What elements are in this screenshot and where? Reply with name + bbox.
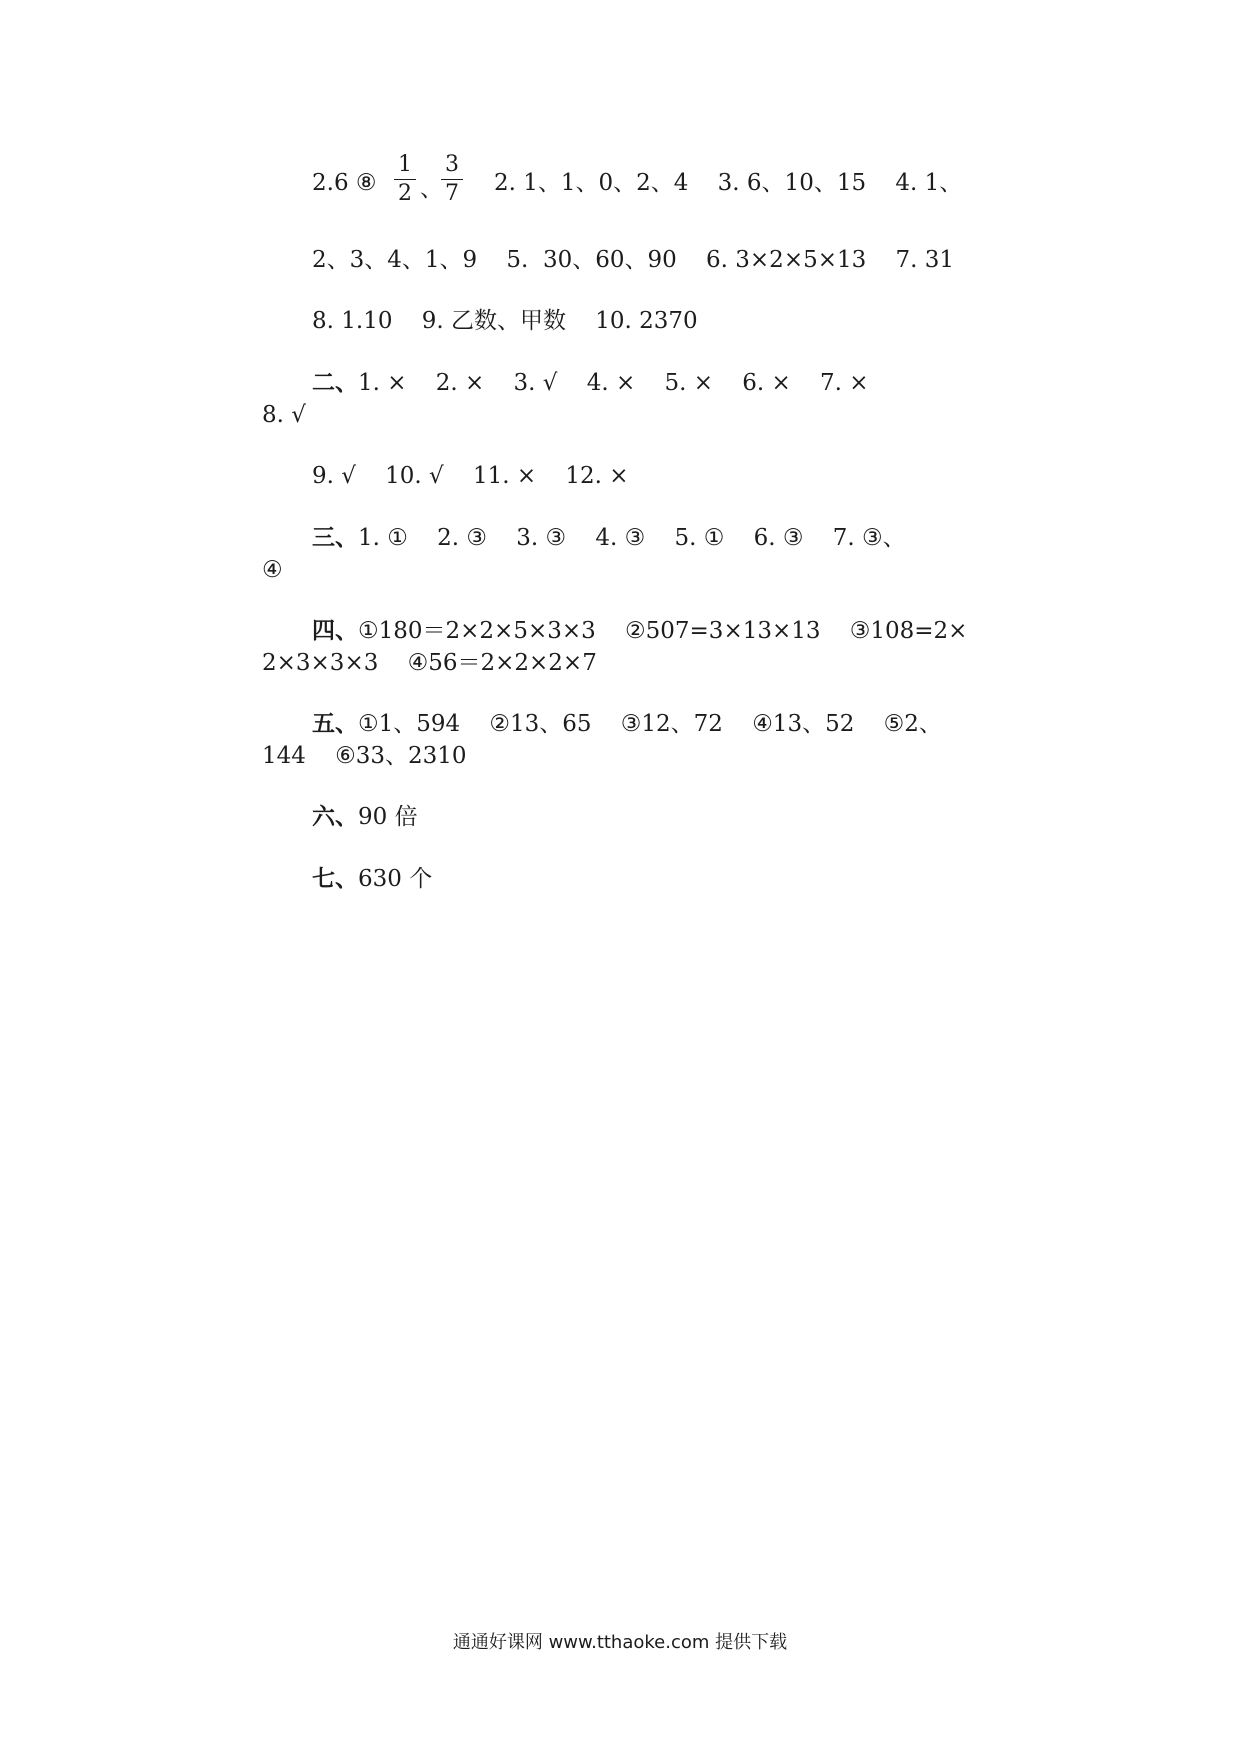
section2-line2: 8. √ [262, 402, 306, 428]
fraction-numerator: 3 [445, 152, 459, 177]
section1-line3: 8. 1.10 9. 乙数、甲数 10. 2370 [312, 308, 698, 334]
section1-line2: 2、3、4、1、9 5. 30、60、90 6. 3×2×5×13 7. 31 [312, 247, 955, 273]
section3-label: 三、 [312, 524, 358, 551]
section7-text: 630 个 [358, 866, 433, 892]
fraction-bar [394, 179, 416, 180]
section6-line [312, 802, 418, 832]
section3-line2: ④ [262, 557, 283, 583]
fraction-denominator: 2 [398, 181, 412, 206]
fraction-separator: 、 [420, 176, 443, 202]
section5-label: 五、 [312, 710, 358, 737]
section4-line1 [312, 616, 967, 646]
section5-line1-text: ①1、594 ②13、65 ③12、72 ④13、52 ⑤2、 [358, 711, 942, 737]
section3-line1-text: 1. ① 2. ③ 3. ③ 4. ③ 5. ① 6. ③ 7. ③、 [358, 525, 906, 551]
fraction-denominator: 7 [445, 181, 459, 206]
section7-line [312, 864, 432, 894]
section6-text: 90 倍 [358, 804, 418, 830]
section3-line1 [312, 523, 906, 553]
section4-label: 四、 [312, 617, 358, 644]
section2-line3: 9. √ 10. √ 11. × 12. × [312, 463, 629, 489]
fraction-numerator: 1 [398, 152, 412, 177]
fraction-three-sevenths [441, 152, 463, 207]
section2-line1 [312, 368, 869, 398]
section6-label: 六、 [312, 803, 358, 830]
section5-line2: 144 ⑥33、2310 [262, 743, 467, 769]
section4-line2: 2×3×3×3 ④56＝2×2×2×7 [262, 650, 597, 676]
section2-label: 二、 [312, 369, 358, 396]
section7-label: 七、 [312, 865, 358, 892]
section5-line1 [312, 709, 942, 739]
section1-line1-rest: 2. 1、1、0、2、4 3. 6、10、15 4. 1、 [494, 170, 963, 196]
section2-line1-text: 1. × 2. × 3. √ 4. × 5. × 6. × 7. × [358, 370, 869, 396]
section1-line1-prefix: 2.6 ⑧ [312, 170, 377, 196]
section4-line1-text: ①180＝2×2×5×3×3 ②507=3×13×13 ③108=2× [358, 618, 968, 644]
fraction-one-half [394, 152, 416, 207]
fraction-bar [441, 179, 463, 180]
footer-credit: 通通好课网 www.tthaoke.com 提供下载 [452, 1632, 788, 1653]
